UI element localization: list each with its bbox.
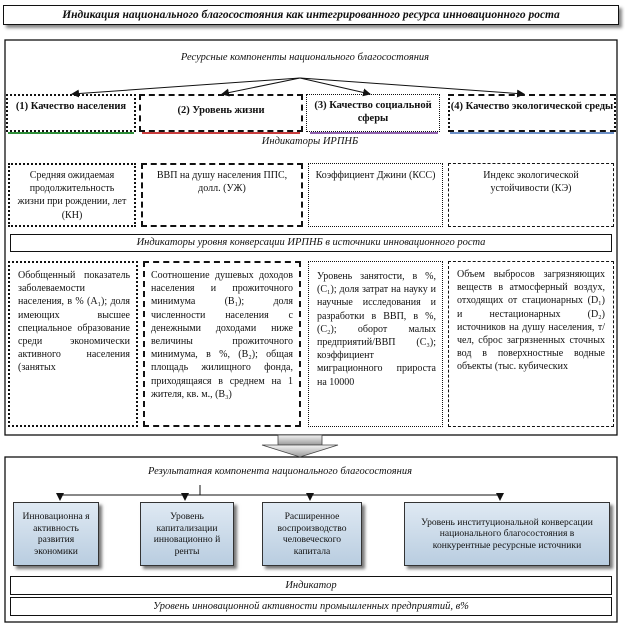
result-header: Результатная компонента национального благосостояния — [148, 466, 412, 477]
indicator-value: Уровень инновационной активности промышленных предприятий, в% — [10, 597, 612, 616]
conversion-social-sphere: Уровень занятости, в %, (C₁); доля затрат на науку и научные исследования и разработки в ВВП, в %, (C₂); оборот малых предприятий/ВВП (C₃); коэффициент миграционного прироста на 10000 — [308, 261, 443, 427]
result-tree — [60, 485, 500, 500]
indicator-eco-sustainability: Индекс экологической устойчивости (КЭ) — [448, 163, 614, 227]
conversion-ecology: Объем выбросов загрязняющих веществ в атмосферный воздух, отходящих от стационарных (D₁) и нестационарных (D₂) источников на душу населения, т/чел, сброс загрязненных сточных вод в поверхностные водные объекты (тыс. кубических — [448, 261, 614, 427]
indicator-label: Индикатор — [10, 576, 612, 595]
component-label: (4) Качество экологической среды — [450, 101, 614, 112]
result-innovation-activity: Инновационна я активность развития экономики — [13, 502, 99, 566]
component-label: (1) Качество населения — [15, 101, 127, 112]
resource-header: Ресурсные компоненты национального благосостояния — [180, 52, 430, 63]
result-institutional-conversion: Уровень институциональной конверсации национального благосостояния в конкурентные ресурсные источники — [404, 502, 610, 566]
indicator-gdp-per-capita: ВВП на душу населения ППС, долл. (УЖ) — [141, 163, 303, 227]
result-human-capital: Расширенное воспроизводство человеческого капитала — [262, 502, 362, 566]
transition-arrow — [262, 435, 338, 457]
component-box-ecology — [448, 94, 616, 132]
conversion-living-standard: Соотношение душевых доходов населения и прожиточного минимума (B₁); доля численности населения с денежными доходами ниже величины прожиточного минимума, в %, (B₂); общая площадь жилищного фонда, приходящаяся в среднем на 1 жителя, кв. м., (B₃) — [143, 261, 301, 427]
component-box-population-quality — [6, 94, 136, 132]
conversion-header: Индикаторы уровня конверсации ИРПНБ в источники инновационного роста — [10, 234, 612, 252]
result-innovation-rent: Уровень капитализации инновационно й ренты — [140, 502, 234, 566]
conversion-population: Обобщенный показатель заболеваемости населения, в % (A₁); доля имеющих высшее специальное образование среди экономически активного населения (занятых — [8, 261, 138, 427]
indicator-life-expectancy: Средняя ожидаемая продолжительность жизни при рождении, лет (КН) — [8, 163, 136, 227]
indicator-gini: Коэффициент Джини (КСС) — [308, 163, 443, 227]
component-label: (2) Уровень жизни — [177, 105, 265, 116]
component-label: (3) Качество социальной сферы — [314, 100, 432, 124]
component-box-social-sphere — [306, 94, 440, 132]
component-box-living-standard — [139, 94, 303, 132]
resource-arrows — [72, 78, 524, 94]
page-title: Индикация национального благосостояния как интегрированного ресурса инновационного роста — [3, 5, 619, 25]
irpnbe-header: Индикаторы ИРПНБ — [261, 136, 359, 147]
